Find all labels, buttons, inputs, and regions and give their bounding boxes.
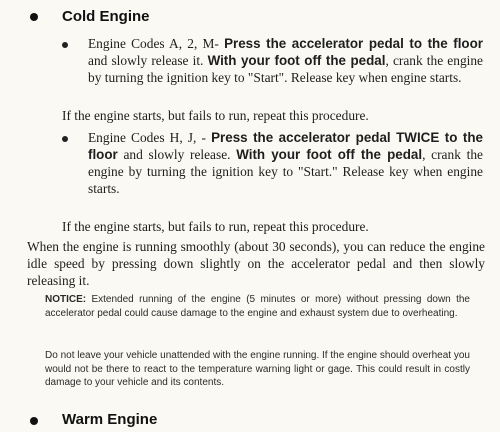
unattended-warning: Do not leave your vehicle unattended with the engine running. If the engine should overheat you would not be there to react to the temperature warning light or gage. This could result in costly damage to your vehicle and its contents. [45, 350, 470, 388]
notice-label: NOTICE: [45, 294, 87, 305]
item1-tail: , crank the engine by turning the ignition key to "Start". Release key when engine starts. [88, 53, 483, 85]
heading-bullet-icon [30, 13, 38, 21]
item2-bold-foot: With your foot off the pedal [236, 147, 423, 162]
warm-engine-heading: Warm Engine [62, 411, 158, 428]
item1-bullet-icon [62, 42, 68, 48]
item2-tail: , crank the engine by turning the ignition key to "Start." Release key when engine starts. [88, 147, 483, 196]
engine-codes-hj-instruction [88, 129, 483, 197]
warm-heading-bullet-icon [30, 417, 38, 425]
item2-lead: Engine Codes H, J, - [88, 130, 206, 145]
notice-text: Extended running of the engine (5 minutes or more) without pressing down the accelerator pedal could cause damage to the engine and exhaust system due to overheating. [45, 294, 470, 319]
item1-lead: Engine Codes A, 2, M- [88, 36, 219, 51]
cold-engine-heading: Cold Engine [62, 8, 150, 25]
repeat-procedure-note-1: If the engine starts, but fails to run, repeat this procedure. [62, 108, 369, 123]
item2-bullet-icon [62, 136, 68, 142]
item2-mid: and slowly release. [123, 147, 231, 162]
item1-mid: and slowly release it. [88, 53, 204, 68]
engine-codes-am-instruction [88, 35, 483, 86]
notice-block [45, 293, 470, 320]
idle-speed-paragraph: When the engine is running smoothly (about 30 seconds), you can reduce the engine idle speed by pressing down slightly on the accelerator pedal and then slowly releasing it. [27, 239, 485, 288]
item1-bold-press: Press the accelerator pedal to the floor [224, 36, 483, 51]
repeat-procedure-note-2: If the engine starts, but fails to run, repeat this procedure. [62, 219, 369, 234]
item2-bold-press: Press the accelerator pedal TWICE to the floor [88, 130, 483, 162]
item1-bold-foot: With your foot off the pedal [207, 53, 386, 68]
